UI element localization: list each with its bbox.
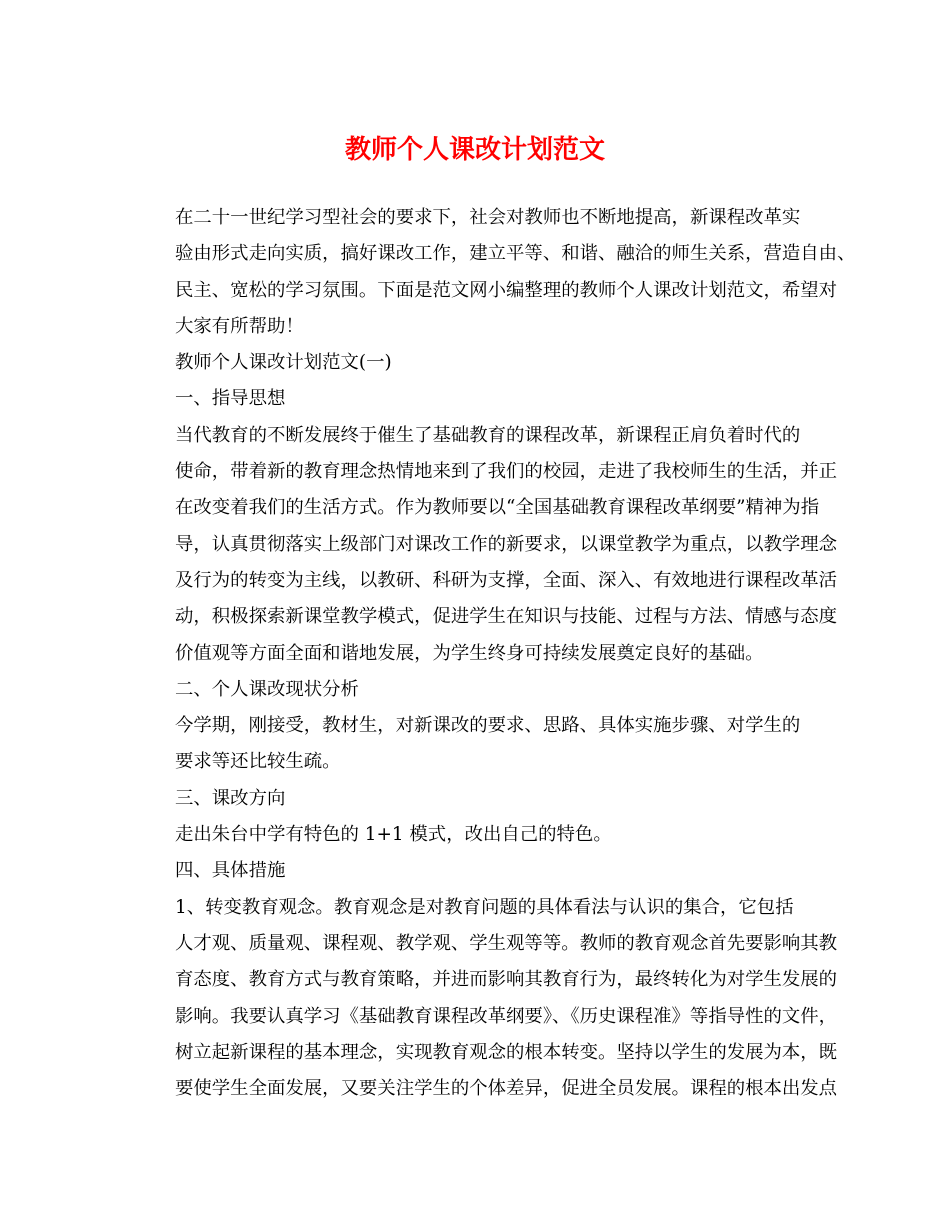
paragraph-line: 今学期，刚接受，教材生，对新课改的要求、思路、具体实施步骤、对学生的 — [175, 715, 801, 737]
document-title: 教师个人课改计划范文 — [344, 135, 605, 165]
paragraph-line: 动，积极探索新课堂教学模式，促进学生在知识与技能、过程与方法、情感与态度 — [175, 606, 838, 628]
paragraph-line: 验由形式走向实质，搞好课改工作，建立平等、和谐、融洽的师生关系，营造自由、 — [175, 243, 856, 265]
paragraph — [138, 345, 818, 381]
paragraph-line: 及行为的转变为主线，以教研、科研为支撑，全面、深入、有效地进行课程改革活 — [175, 569, 838, 591]
paragraph-line: 走出朱台中学有特色的 1+1 模式，改出自己的特色。 — [175, 824, 612, 846]
paragraph — [138, 890, 838, 1108]
paragraph-line: 要求等还比较生疏。 — [175, 751, 341, 773]
paragraph-line: 在改变着我们的生活方式。作为教师要以“全国基础教育课程改革纲要”精神为指 — [175, 497, 820, 519]
paragraph-line: 人才观、质量观、课程观、教学观、学生观等等。教师的教育观念首先要影响其教 — [175, 932, 838, 954]
document-body — [138, 200, 856, 1107]
paragraph-line: 影响。我要认真学习《基础教育课程改革纲要》、《历史课程准》等指导性的文件， — [175, 1005, 838, 1027]
paragraph-line: 导，认真贯彻落实上级部门对课改工作的新要求，以课堂教学为重点，以教学理念 — [175, 533, 838, 555]
paragraph-line: 当代教育的不断发展终于催生了基础教育的课程改革，新课程正肩负着时代的 — [175, 424, 801, 446]
paragraph — [138, 672, 818, 708]
paragraph-line: 1、转变教育观念。教育观念是对教育问题的具体看法与认识的集合，它包括 — [175, 896, 794, 918]
paragraph — [138, 200, 856, 345]
paragraph-line: 民主、宽松的学习氛围。下面是范文网小编整理的教师个人课改计划范文，希望对 — [175, 279, 838, 301]
paragraph-line: 育态度、教育方式与教育策略，并进而影响其教育行为，最终转化为对学生发展的 — [175, 969, 838, 991]
paragraph — [138, 817, 818, 853]
paragraph — [138, 853, 818, 889]
paragraph — [138, 381, 818, 417]
paragraph-line: 四、具体措施 — [175, 860, 286, 882]
paragraph-line: 使命，带着新的教育理念热情地来到了我们的校园，走进了我校师生的生活，并正 — [175, 461, 838, 483]
paragraph-line: 一、指导思想 — [175, 388, 286, 410]
paragraph-line: 三、课改方向 — [175, 787, 286, 809]
paragraph-line: 要使学生全面发展，又要关注学生的个体差异，促进全员发展。课程的根本出发点 — [175, 1078, 838, 1100]
paragraph-line: 大家有所帮助！ — [175, 315, 304, 337]
paragraph — [138, 418, 838, 672]
paragraph-line: 价值观等方面全面和谐地发展，为学生终身可持续发展奠定良好的基础。 — [175, 642, 764, 664]
paragraph — [138, 781, 818, 817]
paragraph-line: 树立起新课程的基本理念，实现教育观念的根本转变。坚持以学生的发展为本，既 — [175, 1041, 838, 1063]
paragraph-line: 教师个人课改计划范文(一) — [175, 352, 392, 374]
paragraph-line: 二、个人课改现状分析 — [175, 678, 359, 700]
paragraph-line: 在二十一世纪学习型社会的要求下，社会对教师也不断地提高，新课程改革实 — [175, 207, 801, 228]
paragraph — [138, 708, 818, 781]
